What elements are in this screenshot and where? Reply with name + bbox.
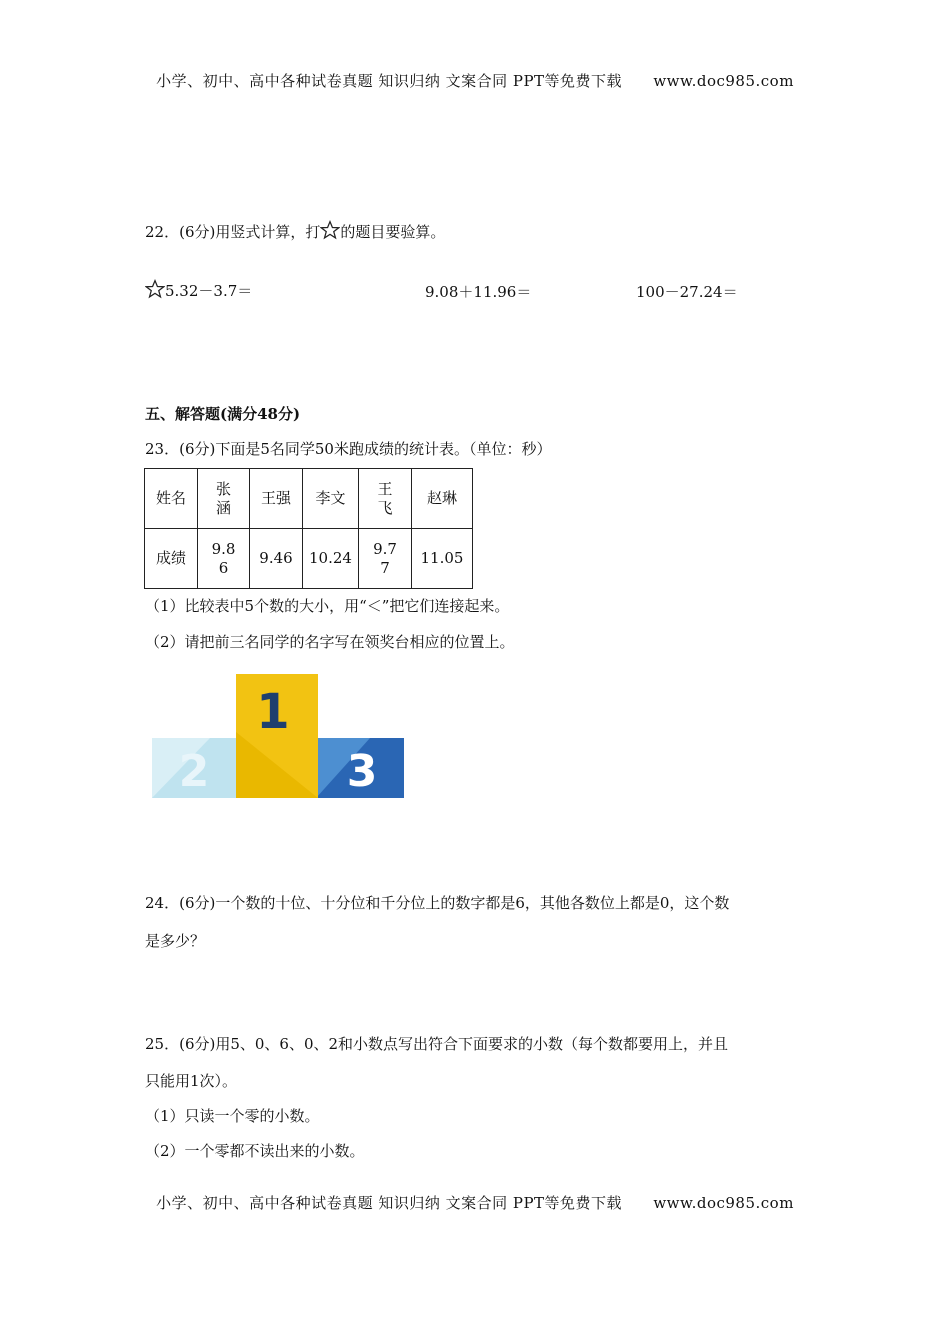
q22-prompt bbox=[145, 220, 445, 244]
q23-sub2: （2）请把前三名同学的名字写在领奖台相应的位置上。 bbox=[145, 633, 515, 651]
student-name-2: 王强 bbox=[250, 469, 303, 529]
score-table bbox=[144, 468, 473, 589]
q22-expr1 bbox=[145, 279, 252, 303]
student-score-1: 9.86 bbox=[198, 529, 250, 589]
student-score-2: 9.46 bbox=[250, 529, 303, 589]
table-row-scores bbox=[145, 529, 473, 589]
q23-sub1: （1）比较表中5个数的大小，用“＜”把它们连接起来。 bbox=[145, 597, 510, 615]
q23-prompt: 23．(6分)下面是5名同学50米跑成绩的统计表。（单位：秒） bbox=[145, 440, 552, 458]
svg-text:3: 3 bbox=[346, 746, 378, 797]
student-name-5: 赵琳 bbox=[412, 469, 473, 529]
q22-expr2: 9.08＋11.96＝ bbox=[425, 283, 532, 301]
q24-line1: 24．(6分)一个数的十位、十分位和千分位上的数字都是6，其他各数位上都是0，这个数 bbox=[145, 894, 730, 912]
row-header-name: 姓名 bbox=[145, 469, 198, 529]
q25-sub1: （1）只读一个零的小数。 bbox=[145, 1107, 320, 1125]
student-name-4: 王飞 bbox=[359, 469, 412, 529]
podium-image bbox=[150, 672, 406, 802]
footer-url: www.doc985.com bbox=[653, 1194, 794, 1212]
header-text: 小学、初中、高中各种试卷真题 知识归纳 文案合同 PPT等免费下载 bbox=[156, 72, 623, 90]
q25-line2: 只能用1次）。 bbox=[145, 1072, 238, 1090]
q25-sub2: （2）一个零都不读出来的小数。 bbox=[145, 1142, 365, 1160]
student-name-3: 李文 bbox=[303, 469, 359, 529]
student-score-4: 9.77 bbox=[359, 529, 412, 589]
student-score-5: 11.05 bbox=[412, 529, 473, 589]
footer-text: 小学、初中、高中各种试卷真题 知识归纳 文案合同 PPT等免费下载 bbox=[156, 1194, 623, 1212]
q25-line1: 25．(6分)用5、0、6、0、2和小数点写出符合下面要求的小数（每个数都要用上，并且 bbox=[145, 1035, 729, 1053]
podium-first bbox=[236, 674, 318, 798]
q22-prefix: 22．(6分)用竖式计算，打 bbox=[145, 223, 321, 241]
header-url: www.doc985.com bbox=[653, 72, 794, 90]
section5-title: 五、解答题(满分48分) bbox=[145, 405, 301, 423]
student-name-1: 张涵 bbox=[198, 469, 250, 529]
podium-second bbox=[152, 738, 238, 798]
row-header-score: 成绩 bbox=[145, 529, 198, 589]
svg-text:2: 2 bbox=[178, 746, 210, 797]
student-score-3: 10.24 bbox=[303, 529, 359, 589]
page-footer bbox=[0, 1192, 950, 1213]
page-header bbox=[0, 70, 950, 91]
q22-expr3: 100－27.24＝ bbox=[636, 283, 738, 301]
podium-third bbox=[316, 738, 404, 798]
svg-text:1: 1 bbox=[256, 684, 290, 740]
star-icon bbox=[145, 279, 165, 303]
q22-suffix: 的题目要验算。 bbox=[340, 223, 446, 241]
q22-expr1-text: 5.32－3.7＝ bbox=[165, 282, 253, 300]
star-icon bbox=[320, 220, 340, 244]
table-row-names bbox=[145, 469, 473, 529]
q24-line2: 是多少？ bbox=[145, 932, 206, 950]
